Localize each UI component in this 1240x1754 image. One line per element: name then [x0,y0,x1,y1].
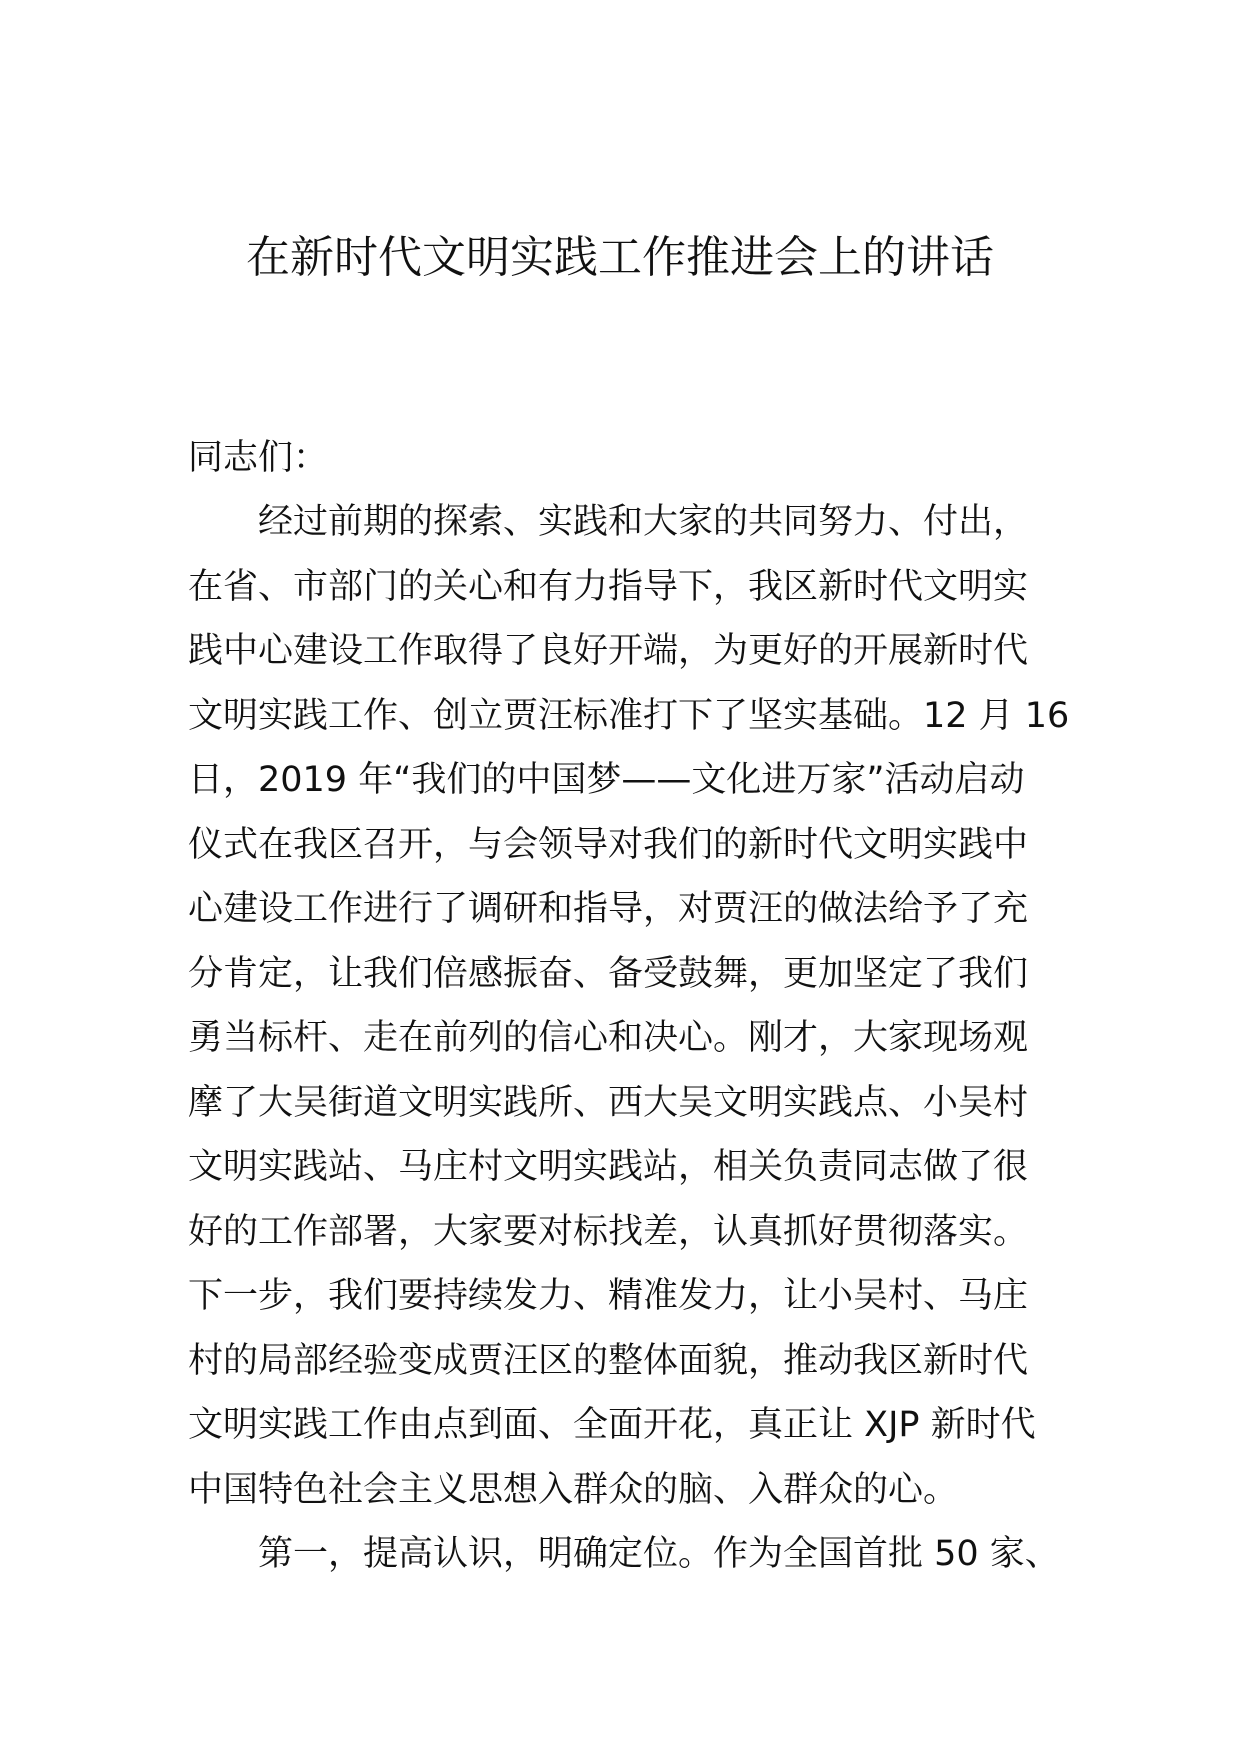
paragraph-line: 文明实践工作由点到面、全面开花，真正让 XJP 新时代 [188,1405,1036,1445]
document-title: 在新时代文明实践工作推进会上的讲话 [246,232,994,283]
paragraph-line: 勇当标杆、走在前列的信心和决心。刚才，大家现场观 [188,1018,1029,1058]
paragraph-line: 在省、市部门的关心和有力指导下，我区新时代文明实 [188,566,1029,607]
greeting-line: 同志们： [188,438,329,478]
paragraph-line: 文明实践站、马庄村文明实践站，相关负责同志做了很 [188,1147,1029,1187]
paragraph-line: 中国特色社会主义思想入群众的脑、入群众的心。 [188,1469,959,1510]
paragraph-block [188,490,1070,1587]
greeting [188,426,1058,491]
paragraph-line: 第一，提高认识，明确定位。作为全国首批 50 家、 [258,1534,1060,1574]
paragraph-line: 摩了大吴街道文明实践所、西大吴文明实践点、小吴村 [188,1082,1029,1123]
paragraph-line: 下一步，我们要持续发力、精准发力，让小吴村、马庄 [188,1276,1029,1316]
paragraph-line: 日，2019 年“我们的中国梦——文化进万家”活动启动 [188,760,1025,800]
paragraph-line: 仪式在我区召开，与会领导对我们的新时代文明实践中 [188,824,1029,865]
paragraph-line: 文明实践工作、创立贾汪标准打下了坚实基础。12 月 16 [188,695,1070,736]
paragraph-line: 心建设工作进行了调研和指导，对贾汪的做法给予了充 [188,889,1029,929]
paragraph-line: 践中心建设工作取得了良好开端，为更好的开展新时代 [188,631,1029,671]
paragraph-line: 好的工作部署，大家要对标找差，认真抓好贯彻落实。 [188,1211,1029,1252]
paragraph-line: 分肯定，让我们倍感振奋、备受鼓舞，更加坚定了我们 [188,953,1029,994]
paragraph-line: 村的局部经验变成贾汪区的整体面貌，推动我区新时代 [188,1340,1029,1381]
paragraph-line: 经过前期的探索、实践和大家的共同努力、付出， [258,502,1029,542]
